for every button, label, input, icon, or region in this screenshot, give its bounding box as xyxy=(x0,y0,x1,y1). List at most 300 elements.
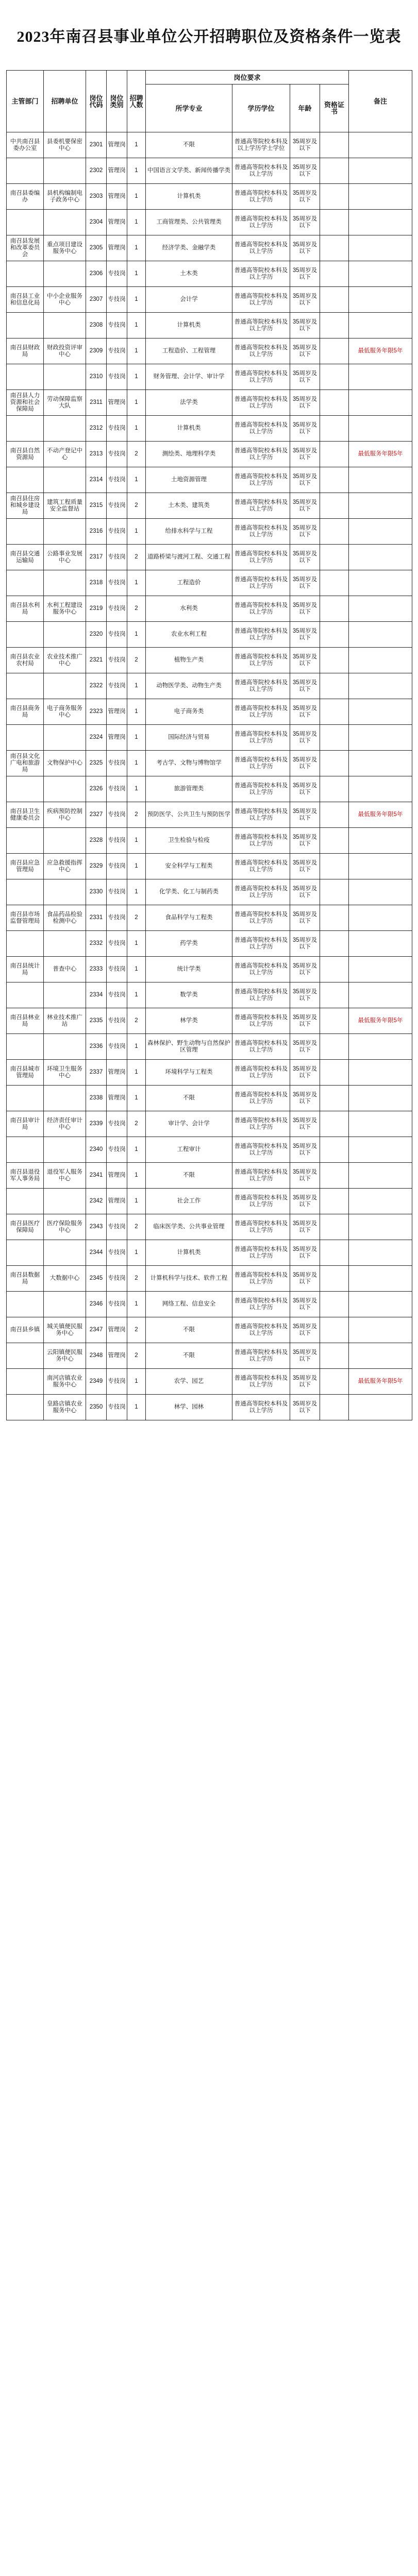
cell-cert xyxy=(320,184,349,210)
recruitment-table xyxy=(6,70,412,1420)
cell-major: 工程审计 xyxy=(146,1137,232,1163)
cell-major: 经济学类、金融学类 xyxy=(146,235,232,261)
cell-cert xyxy=(320,1395,349,1420)
cell-category: 管理岗 xyxy=(107,390,127,416)
cell-category: 专技岗 xyxy=(107,828,127,854)
cell-remark: 最低服务年限5年 xyxy=(349,802,412,828)
cell-remark: 最低服务年限5年 xyxy=(349,442,412,467)
cell-code: 2337 xyxy=(86,1060,107,1086)
cell-remark xyxy=(349,184,412,210)
cell-major: 土地资源管理 xyxy=(146,467,232,493)
cell-cert xyxy=(320,931,349,957)
table-row xyxy=(7,751,412,776)
cell-code: 2328 xyxy=(86,828,107,854)
cell-major: 预防医学、公共卫生与预防医学 xyxy=(146,802,232,828)
header-cert: 资格证书 xyxy=(320,84,349,132)
cell-remark xyxy=(349,1266,412,1292)
cell-cert xyxy=(320,1060,349,1086)
table-row xyxy=(7,1266,412,1292)
cell-dept: 南召县文化广电和旅游局 xyxy=(7,751,44,776)
cell-remark xyxy=(349,622,412,648)
cell-category: 专技岗 xyxy=(107,776,127,802)
cell-dept xyxy=(7,210,44,235)
cell-code: 2340 xyxy=(86,1137,107,1163)
table-row xyxy=(7,364,412,390)
cell-major: 林学、园林 xyxy=(146,1395,232,1420)
cell-unit: 建筑工程质量安全监督站 xyxy=(44,493,86,519)
cell-category: 专技岗 xyxy=(107,261,127,287)
cell-category: 专技岗 xyxy=(107,879,127,905)
cell-category: 管理岗 xyxy=(107,1189,127,1214)
cell-dept xyxy=(7,1137,44,1163)
cell-cert xyxy=(320,493,349,519)
cell-unit: 劳动保障监察大队 xyxy=(44,390,86,416)
cell-age: 35周岁及以下 xyxy=(290,132,320,158)
cell-category: 专技岗 xyxy=(107,1214,127,1240)
cell-major: 农学、园艺 xyxy=(146,1369,232,1395)
cell-code: 2302 xyxy=(86,158,107,184)
cell-school: 普通高等院校本科及以上学历 xyxy=(232,1343,290,1369)
cell-dept xyxy=(7,1343,44,1369)
table-row xyxy=(7,1395,412,1420)
cell-code: 2347 xyxy=(86,1317,107,1343)
cell-age: 35周岁及以下 xyxy=(290,905,320,931)
cell-dept: 南召县商务局 xyxy=(7,699,44,725)
table-row xyxy=(7,1343,412,1369)
cell-category: 专技岗 xyxy=(107,467,127,493)
cell-major: 国际经济与贸易 xyxy=(146,725,232,751)
cell-school: 普通高等院校本科及以上学历 xyxy=(232,1369,290,1395)
cell-count: 1 xyxy=(127,699,146,725)
header-category: 岗位类别 xyxy=(107,71,127,132)
cell-cert xyxy=(320,1189,349,1214)
cell-dept xyxy=(7,364,44,390)
cell-code: 2316 xyxy=(86,519,107,545)
cell-dept xyxy=(7,931,44,957)
cell-remark xyxy=(349,1189,412,1214)
cell-unit: 财政投资评审中心 xyxy=(44,338,86,364)
cell-age: 35周岁及以下 xyxy=(290,1214,320,1240)
cell-count: 1 xyxy=(127,364,146,390)
cell-cert xyxy=(320,338,349,364)
cell-major: 临床医学类、公共事业管理 xyxy=(146,1214,232,1240)
cell-category: 专技岗 xyxy=(107,1395,127,1420)
cell-major: 法学类 xyxy=(146,390,232,416)
cell-cert xyxy=(320,622,349,648)
cell-major: 数学类 xyxy=(146,982,232,1008)
cell-school: 普通高等院校本科及以上学历 xyxy=(232,879,290,905)
cell-code: 2319 xyxy=(86,596,107,622)
cell-category: 专技岗 xyxy=(107,905,127,931)
cell-code: 2326 xyxy=(86,776,107,802)
cell-major: 安全科学与工程类 xyxy=(146,854,232,879)
table-row xyxy=(7,648,412,673)
cell-major: 食品科学与工程类 xyxy=(146,905,232,931)
table-row xyxy=(7,854,412,879)
cell-count: 1 xyxy=(127,1189,146,1214)
cell-dept xyxy=(7,1395,44,1420)
cell-remark xyxy=(349,1240,412,1266)
cell-cert xyxy=(320,210,349,235)
cell-age: 35周岁及以下 xyxy=(290,751,320,776)
cell-count: 1 xyxy=(127,982,146,1008)
cell-unit xyxy=(44,570,86,596)
cell-code: 2336 xyxy=(86,1034,107,1060)
cell-remark xyxy=(349,313,412,338)
table-row xyxy=(7,338,412,364)
cell-age: 35周岁及以下 xyxy=(290,390,320,416)
cell-major: 工程造价 xyxy=(146,570,232,596)
cell-school: 普通高等院校本科及以上学历 xyxy=(232,1317,290,1343)
cell-code: 2301 xyxy=(86,132,107,158)
cell-age: 35周岁及以下 xyxy=(290,854,320,879)
cell-unit xyxy=(44,828,86,854)
cell-remark xyxy=(349,364,412,390)
cell-code: 2341 xyxy=(86,1163,107,1189)
cell-dept xyxy=(7,519,44,545)
cell-remark xyxy=(349,1060,412,1086)
cell-major: 电子商务类 xyxy=(146,699,232,725)
cell-count: 1 xyxy=(127,1395,146,1420)
cell-count: 1 xyxy=(127,313,146,338)
cell-remark xyxy=(349,957,412,982)
cell-category: 管理岗 xyxy=(107,699,127,725)
cell-count: 2 xyxy=(127,1008,146,1034)
cell-code: 2327 xyxy=(86,802,107,828)
cell-age: 35周岁及以下 xyxy=(290,802,320,828)
cell-count: 1 xyxy=(127,1034,146,1060)
cell-remark xyxy=(349,931,412,957)
cell-age: 35周岁及以下 xyxy=(290,931,320,957)
cell-cert xyxy=(320,1240,349,1266)
cell-major: 水利类 xyxy=(146,596,232,622)
cell-count: 1 xyxy=(127,725,146,751)
cell-major: 林学类 xyxy=(146,1008,232,1034)
cell-count: 2 xyxy=(127,493,146,519)
cell-school: 普通高等院校本科及以上学历 xyxy=(232,725,290,751)
cell-dept xyxy=(7,828,44,854)
cell-remark xyxy=(349,1163,412,1189)
cell-code: 2323 xyxy=(86,699,107,725)
cell-cert xyxy=(320,879,349,905)
cell-cert xyxy=(320,467,349,493)
cell-age: 35周岁及以下 xyxy=(290,364,320,390)
table-row xyxy=(7,828,412,854)
cell-unit xyxy=(44,1137,86,1163)
cell-cert xyxy=(320,390,349,416)
cell-dept: 南召县统计局 xyxy=(7,957,44,982)
table-row xyxy=(7,158,412,184)
cell-count: 1 xyxy=(127,467,146,493)
cell-unit: 皇路店镇农业服务中心 xyxy=(44,1395,86,1420)
cell-count: 2 xyxy=(127,596,146,622)
cell-school: 普通高等院校本科及以上学历 xyxy=(232,1060,290,1086)
cell-unit xyxy=(44,1292,86,1317)
cell-code: 2320 xyxy=(86,622,107,648)
cell-school: 普通高等院校本科及以上学历 xyxy=(232,673,290,699)
header-school: 学历学位 xyxy=(232,84,290,132)
cell-category: 管理岗 xyxy=(107,235,127,261)
cell-school: 普通高等院校本科及以上学历 xyxy=(232,931,290,957)
table-row xyxy=(7,596,412,622)
cell-dept xyxy=(7,1086,44,1111)
cell-cert xyxy=(320,725,349,751)
cell-code: 2332 xyxy=(86,931,107,957)
table-row xyxy=(7,1240,412,1266)
cell-age: 35周岁及以下 xyxy=(290,1317,320,1343)
cell-dept: 南召县应急管理局 xyxy=(7,854,44,879)
cell-remark xyxy=(349,596,412,622)
cell-major: 测绘类、地理科学类 xyxy=(146,442,232,467)
cell-age: 35周岁及以下 xyxy=(290,982,320,1008)
cell-remark xyxy=(349,1137,412,1163)
cell-cert xyxy=(320,442,349,467)
table-row xyxy=(7,390,412,416)
cell-cert xyxy=(320,854,349,879)
cell-remark xyxy=(349,210,412,235)
cell-code: 2338 xyxy=(86,1086,107,1111)
cell-category: 专技岗 xyxy=(107,570,127,596)
cell-count: 1 xyxy=(127,416,146,442)
cell-category: 专技岗 xyxy=(107,313,127,338)
cell-age: 35周岁及以下 xyxy=(290,1008,320,1034)
cell-dept: 南召县农业农村局 xyxy=(7,648,44,673)
cell-count: 1 xyxy=(127,261,146,287)
cell-code: 2317 xyxy=(86,545,107,570)
cell-category: 管理岗 xyxy=(107,184,127,210)
cell-remark xyxy=(349,854,412,879)
cell-category: 专技岗 xyxy=(107,673,127,699)
cell-cert xyxy=(320,1111,349,1137)
cell-dept xyxy=(7,879,44,905)
cell-school: 普通高等院校本科及以上学历 xyxy=(232,776,290,802)
cell-count: 1 xyxy=(127,235,146,261)
cell-code: 2343 xyxy=(86,1214,107,1240)
cell-school: 普通高等院校本科及以上学历 xyxy=(232,1137,290,1163)
cell-code: 2346 xyxy=(86,1292,107,1317)
cell-count: 1 xyxy=(127,1163,146,1189)
cell-cert xyxy=(320,828,349,854)
table-row xyxy=(7,287,412,313)
cell-code: 2318 xyxy=(86,570,107,596)
header-dept: 主管部门 xyxy=(7,71,44,132)
cell-dept xyxy=(7,1369,44,1395)
cell-count: 1 xyxy=(127,287,146,313)
cell-school: 普通高等院校本科及以上学历 xyxy=(232,442,290,467)
cell-code: 2330 xyxy=(86,879,107,905)
cell-remark xyxy=(349,982,412,1008)
cell-cert xyxy=(320,648,349,673)
cell-category: 专技岗 xyxy=(107,1137,127,1163)
cell-cert xyxy=(320,261,349,287)
cell-dept: 南召县乡镇 xyxy=(7,1317,44,1343)
cell-category: 专技岗 xyxy=(107,1008,127,1034)
table-row xyxy=(7,1292,412,1317)
cell-major: 计算机类 xyxy=(146,184,232,210)
cell-code: 2339 xyxy=(86,1111,107,1137)
table-row xyxy=(7,1189,412,1214)
cell-unit xyxy=(44,467,86,493)
table-row xyxy=(7,416,412,442)
header-requirements: 岗位要求 xyxy=(146,71,349,84)
cell-category: 专技岗 xyxy=(107,287,127,313)
cell-age: 35周岁及以下 xyxy=(290,648,320,673)
cell-school: 普通高等院校本科及以上学历 xyxy=(232,1214,290,1240)
cell-remark xyxy=(349,390,412,416)
cell-unit: 普查中心 xyxy=(44,957,86,982)
cell-code: 2345 xyxy=(86,1266,107,1292)
cell-category: 管理岗 xyxy=(107,1060,127,1086)
cell-dept: 南召县水利局 xyxy=(7,596,44,622)
cell-remark: 最低服务年限5年 xyxy=(349,338,412,364)
cell-age: 35周岁及以下 xyxy=(290,879,320,905)
cell-age: 35周岁及以下 xyxy=(290,1369,320,1395)
cell-dept: 南召县林业局 xyxy=(7,1008,44,1034)
cell-category: 专技岗 xyxy=(107,545,127,570)
cell-count: 1 xyxy=(127,776,146,802)
cell-major: 旅游管理类 xyxy=(146,776,232,802)
cell-cert xyxy=(320,1137,349,1163)
cell-category: 管理岗 xyxy=(107,1163,127,1189)
cell-count: 1 xyxy=(127,390,146,416)
cell-age: 35周岁及以下 xyxy=(290,1189,320,1214)
cell-category: 专技岗 xyxy=(107,519,127,545)
cell-unit xyxy=(44,776,86,802)
cell-remark xyxy=(349,158,412,184)
cell-code: 2312 xyxy=(86,416,107,442)
cell-age: 35周岁及以下 xyxy=(290,1343,320,1369)
cell-unit: 文物保护中心 xyxy=(44,751,86,776)
cell-dept: 南召县交通运输局 xyxy=(7,545,44,570)
cell-school: 普通高等院校本科及以上学历 xyxy=(232,210,290,235)
cell-code: 2349 xyxy=(86,1369,107,1395)
cell-count: 1 xyxy=(127,132,146,158)
cell-code: 2304 xyxy=(86,210,107,235)
cell-category: 专技岗 xyxy=(107,364,127,390)
cell-school: 普通高等院校本科及以上学历 xyxy=(232,802,290,828)
cell-code: 2309 xyxy=(86,338,107,364)
cell-count: 1 xyxy=(127,519,146,545)
table-row xyxy=(7,570,412,596)
cell-dept: 南召县退役军人事务局 xyxy=(7,1163,44,1189)
cell-category: 专技岗 xyxy=(107,416,127,442)
table-row xyxy=(7,802,412,828)
cell-school: 普通高等院校本科及以上学历 xyxy=(232,1086,290,1111)
page-title: 2023年南召县事业单位公开招聘职位及资格条件一览表 xyxy=(16,28,402,45)
cell-unit xyxy=(44,1034,86,1060)
cell-unit: 云阳镇便民服务中心 xyxy=(44,1343,86,1369)
cell-unit xyxy=(44,982,86,1008)
cell-school: 普通高等院校本科及以上学历 xyxy=(232,519,290,545)
cell-school: 普通高等院校本科及以上学历 xyxy=(232,1292,290,1317)
cell-category: 管理岗 xyxy=(107,158,127,184)
cell-cert xyxy=(320,699,349,725)
cell-count: 1 xyxy=(127,931,146,957)
cell-age: 35周岁及以下 xyxy=(290,287,320,313)
cell-cert xyxy=(320,364,349,390)
cell-category: 管理岗 xyxy=(107,1086,127,1111)
cell-school: 普通高等院校本科及以上学历 xyxy=(232,416,290,442)
cell-cert xyxy=(320,1163,349,1189)
table-row xyxy=(7,210,412,235)
cell-age: 35周岁及以下 xyxy=(290,1060,320,1086)
cell-school: 普通高等院校本科及以上学历 xyxy=(232,313,290,338)
cell-major: 计算机类 xyxy=(146,313,232,338)
cell-count: 1 xyxy=(127,1086,146,1111)
cell-code: 2350 xyxy=(86,1395,107,1420)
cell-cert xyxy=(320,982,349,1008)
cell-age: 35周岁及以下 xyxy=(290,519,320,545)
cell-count: 1 xyxy=(127,1060,146,1086)
table-row xyxy=(7,261,412,287)
cell-major: 森林保护、野生动物与自然保护区管理 xyxy=(146,1034,232,1060)
cell-unit: 不动产登记中心 xyxy=(44,442,86,467)
cell-count: 1 xyxy=(127,1369,146,1395)
cell-remark xyxy=(349,493,412,519)
cell-age: 35周岁及以下 xyxy=(290,570,320,596)
cell-count: 1 xyxy=(127,879,146,905)
cell-major: 土木类、建筑类 xyxy=(146,493,232,519)
cell-major: 网络工程、信息安全 xyxy=(146,1292,232,1317)
cell-dept: 南召县委编办 xyxy=(7,184,44,210)
cell-count: 1 xyxy=(127,158,146,184)
table-row xyxy=(7,1111,412,1137)
cell-dept xyxy=(7,416,44,442)
cell-dept xyxy=(7,1292,44,1317)
cell-dept: 南召县自然资源局 xyxy=(7,442,44,467)
table-row xyxy=(7,519,412,545)
cell-unit xyxy=(44,1086,86,1111)
cell-unit: 食品药品检验检测中心 xyxy=(44,905,86,931)
header-remark: 备注 xyxy=(349,71,412,132)
cell-remark xyxy=(349,287,412,313)
cell-cert xyxy=(320,596,349,622)
table-row xyxy=(7,879,412,905)
cell-count: 1 xyxy=(127,828,146,854)
cell-cert xyxy=(320,570,349,596)
cell-category: 专技岗 xyxy=(107,1369,127,1395)
cell-dept: 南召县数据局 xyxy=(7,1266,44,1292)
cell-dept: 南召县卫生健康委员会 xyxy=(7,802,44,828)
cell-school: 普通高等院校本科及以上学历 xyxy=(232,1395,290,1420)
cell-age: 35周岁及以下 xyxy=(290,1111,320,1137)
cell-cert xyxy=(320,545,349,570)
table-row xyxy=(7,442,412,467)
cell-code: 2342 xyxy=(86,1189,107,1214)
cell-code: 2324 xyxy=(86,725,107,751)
cell-major: 社会工作 xyxy=(146,1189,232,1214)
cell-remark xyxy=(349,261,412,287)
cell-major: 道路桥梁与渡河工程、交通工程 xyxy=(146,545,232,570)
table-row xyxy=(7,673,412,699)
cell-major: 环境科学与工程类 xyxy=(146,1060,232,1086)
cell-age: 35周岁及以下 xyxy=(290,725,320,751)
cell-unit xyxy=(44,519,86,545)
cell-cert xyxy=(320,905,349,931)
cell-count: 1 xyxy=(127,854,146,879)
cell-count: 1 xyxy=(127,1240,146,1266)
cell-age: 35周岁及以下 xyxy=(290,158,320,184)
cell-major: 计算机类 xyxy=(146,1240,232,1266)
cell-major: 财务管理、会计学、审计学 xyxy=(146,364,232,390)
cell-age: 35周岁及以下 xyxy=(290,1163,320,1189)
cell-code: 2344 xyxy=(86,1240,107,1266)
cell-major: 药学类 xyxy=(146,931,232,957)
cell-school: 普通高等院校本科及以上学历 xyxy=(232,184,290,210)
cell-major: 统计学类 xyxy=(146,957,232,982)
cell-count: 1 xyxy=(127,957,146,982)
cell-count: 2 xyxy=(127,1266,146,1292)
